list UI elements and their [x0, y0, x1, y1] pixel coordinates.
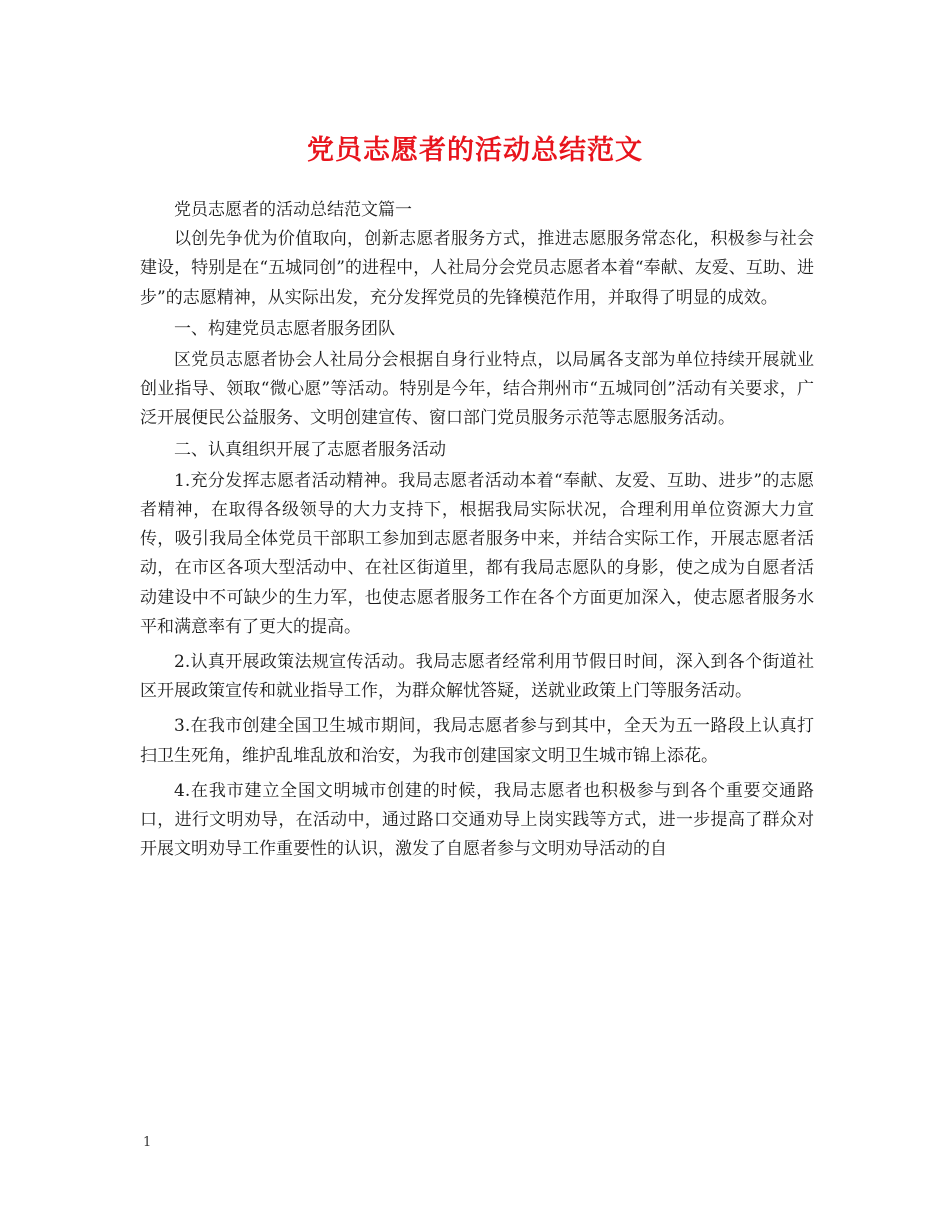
section-heading: 一、构建党员志愿者服务团队 — [174, 318, 395, 339]
section-heading: 二、认真组织开展了志愿者服务活动 — [174, 439, 446, 460]
section-heading: 党员志愿者的活动总结范文篇一 — [174, 200, 412, 220]
document-title: 党员志愿者的活动总结范文 — [307, 135, 643, 166]
paragraph: 4.在我市建立全国文明城市创建的时候，我局志愿者也积极参与到各个重要交通路口，进行文明劝导，在活动中，通过路口交通劝导上岗实践等方式，进一步提高了群众对开展文明劝导工作重要性的认识，激发了自愿者参与文明劝导活动的自 — [140, 780, 814, 860]
paragraph: 1.充分发挥志愿者活动精神。我局志愿者活动本着“奉献、友爱、互助、进步”的志愿者精神，在取得各级领导的大力支持下，根据我局实际状况，合理利用单位资源大力宣传，吸引我局全体党员干部职工参加到志愿者服务中来，并结合实际工作，开展志愿者活动，在市区各项大型活动中、在社区街道里，都有我局志愿队的身影，使之成为自愿者活动建设中不可缺少的生力军，也使志愿者服务工作在各个方面更加深入，使志愿者服务水平和满意率有了更大的提高。 — [140, 470, 814, 637]
paragraph: 以创先争优为价值取向，创新志愿者服务方式，推进志愿服务常态化，积极参与社会建设，特别是在“五城同创”的进程中，人社局分会党员志愿者本着“奉献、友爱、互助、进步”的志愿精神，从实际出发，充分发挥党员的先锋模范作用，并取得了明显的成效。 — [140, 229, 814, 308]
paragraph: 2.认真开展政策法规宣传活动。我局志愿者经常利用节假日时间，深入到各个街道社区开展政策宣传和就业指导工作，为群众解忧答疑，送就业政策上门等服务活动。 — [140, 652, 814, 702]
paragraph: 3.在我市创建全国卫生城市期间，我局志愿者参与到其中，全天为五一路段上认真打扫卫生死角，维护乱堆乱放和治安，为我市创建国家文明卫生城市锦上添花。 — [140, 716, 814, 766]
document-body — [140, 196, 814, 864]
paragraph: 区党员志愿者协会人社局分会根据自身行业特点，以局属各支部为单位持续开展就业创业指导、领取“微心愿”等活动。特别是今年，结合荆州市“五城同创”活动有关要求，广泛开展便民公益服务、文明创建宣传、窗口部门党员服务示范等志愿服务活动。 — [140, 350, 814, 429]
page-number: 1 — [143, 1135, 152, 1150]
